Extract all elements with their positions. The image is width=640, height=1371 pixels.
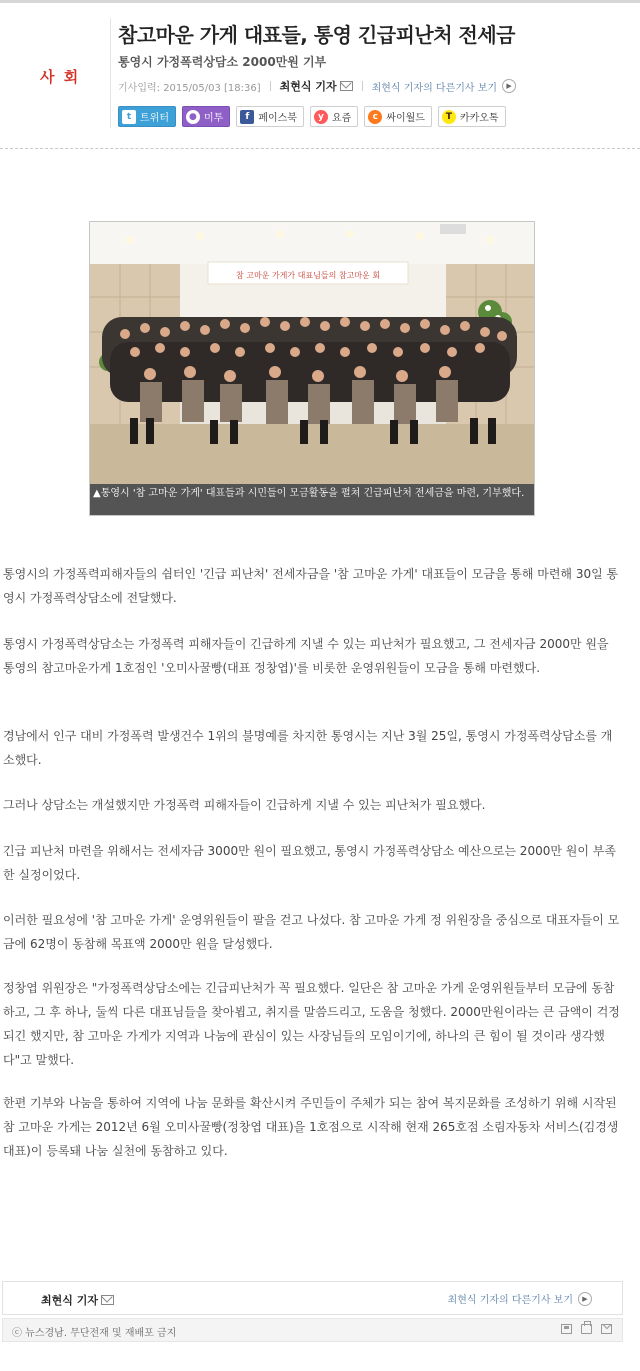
share-yozm-button[interactable] — [310, 106, 358, 127]
group-photo-image — [90, 222, 535, 484]
cyworld-icon: c — [368, 110, 382, 124]
share-bar — [118, 106, 506, 127]
article-paragraph-8: 한편 기부와 나눔을 통하여 지역에 나눔 문화를 확산시켜 주민들이 주체가 되는 참여 복지문화를 조성하기 위해 시작된 참 고마운 가게는 2012년 6월 오미사꿀빵(정창엽 대표)을 1호점으로 시작해 현재 265호점 소림자동차 서비스(김경생 대표)이 등록돼 나눔 실천에 동참하고 있다. — [3, 1096, 619, 1158]
arrow-right-icon[interactable]: ▶ — [578, 1292, 592, 1306]
email-icon[interactable] — [340, 81, 353, 91]
author-name[interactable]: 최현식 기자 — [279, 80, 337, 93]
save-icon[interactable] — [561, 1324, 572, 1334]
share-kakao-label: 카카오톡 — [459, 113, 499, 124]
yozm-icon: y — [314, 110, 328, 124]
share-kakao-button[interactable] — [438, 106, 506, 127]
footer-other-articles-link[interactable]: 최현식 기자의 다른기사 보기 — [447, 1295, 573, 1306]
meta-divider — [270, 81, 271, 91]
article-paragraph-1: 통영시의 가정폭력피해자들의 쉼터인 '긴급 피난처' 전세자금을 '참 고마운 가게' 대표들이 모금을 통해 마련해 30일 통영시 가정폭력상담소에 전달했다. — [3, 567, 619, 605]
share-cyworld-label: 싸이월드 — [386, 113, 425, 124]
article-subtitle: 통영시 가정폭력상담소 2000만원 기부 — [118, 55, 327, 69]
share-me2day-label: 미투 — [203, 113, 224, 124]
print-icon[interactable] — [581, 1324, 592, 1334]
article-date: 기사입력: 2015/05/03 [18:36] — [118, 82, 261, 94]
article-paragraph-6: 이러한 필요성에 '참 고마운 가게' 운영위원들이 팔을 걷고 나섰다. 참 고마운 가게 정 위원장을 중심으로 대표자들이 모금에 62명이 동참해 목표액 2000만 원을 달성했다. — [3, 913, 620, 951]
email-icon[interactable] — [101, 1295, 114, 1305]
article-title: 참고마운 가게 대표들, 통영 긴급피난처 전세금 — [118, 23, 515, 47]
article-paragraph-2: 통영시 가정폭력상담소는 가정폭력 피해자들이 긴급하게 지낼 수 있는 피난처가 필요했고, 그 전세자금 2000만 원을 통영의 참고마운가게 1호점인 '오미사꿀빵(대표 정창엽)'를 비롯한 운영위원들이 모금을 통해 마련했다. — [3, 637, 609, 675]
share-yozm-label: 요즘 — [331, 113, 352, 124]
footer-author-name[interactable]: 최현식 기자 — [41, 1294, 98, 1307]
email-icon[interactable] — [601, 1324, 612, 1334]
photo-caption: ▲통영시 '참 고마운 가게' 대표들과 시민들이 모금활동을 펼쳐 긴급피난처 전세금을 마련, 기부했다. — [90, 484, 535, 516]
share-facebook-button[interactable] — [236, 106, 304, 127]
article-paragraph-7: 정창엽 위원장은 "가정폭력상담소에는 긴급피난처가 꼭 필요했다. 일단은 참 고마운 가게 운영위원들부터 모금에 동참하고, 그 후 하나, 둘씩 다른 대표님들을 찾아뵙고, 취지를 말씀드리고, 도움을 청했다. 2000만원이라는 큰 금액이 걱정되긴 했지만, 참 고마운 가게가 지역과 나눔에 관심이 있는 사장님들의 모임이기에, 하나의 큰 힘이 될 것이라 생각했다"고 말했다. — [3, 981, 620, 1067]
top-border — [0, 0, 640, 3]
banner-text: 참 고마운 가게가 대표님들의 참고마운 회 — [235, 271, 381, 280]
article-photo[interactable] — [89, 221, 535, 516]
share-me2day-button[interactable] — [182, 106, 230, 127]
share-cyworld-button[interactable] — [364, 106, 432, 127]
arrow-right-icon[interactable]: ▶ — [502, 79, 516, 93]
share-twitter-label: 트위터 — [140, 113, 169, 124]
copyright-bar — [2, 1318, 623, 1342]
facebook-icon: f — [240, 110, 254, 124]
article-paragraph-4: 그러나 상담소는 개설했지만 가정폭력 피해자들이 긴급하게 지낼 수 있는 피난처가 필요했다. — [3, 798, 486, 812]
share-facebook-label: 페이스북 — [258, 113, 297, 124]
section-panel — [0, 18, 111, 128]
footer-other-articles[interactable] — [448, 1291, 592, 1306]
article-paragraph-5: 긴급 피난처 마련을 위해서는 전세자금 3000만 원이 필요했고, 통영시 가정폭력상담소 예산으로는 2000만 원이 부족한 실정이었다. — [3, 844, 616, 882]
article-paragraph-3: 경남에서 인구 대비 가정폭력 발생건수 1위의 불명예를 차지한 통영시는 지난 3월 25일, 통영시 가정폭력상담소를 개소했다. — [3, 729, 613, 767]
other-articles-link[interactable]: 최현식 기자의 다른기사 보기 — [371, 82, 498, 94]
share-twitter-button[interactable] — [118, 106, 176, 127]
article-tools — [561, 1324, 612, 1334]
footer-author-box — [2, 1281, 623, 1315]
me2day-icon: ● — [186, 110, 200, 124]
article-meta — [118, 78, 516, 94]
footer-author — [41, 1292, 114, 1308]
section-label[interactable]: 사 회 — [40, 68, 81, 86]
header-divider — [0, 148, 640, 149]
meta-divider — [362, 81, 363, 91]
copyright-text: ⓒ 뉴스경남. 무단전재 및 재배포 금지 — [12, 1328, 177, 1339]
twitter-icon: t — [122, 110, 136, 124]
kakaotalk-icon: T — [442, 110, 456, 124]
